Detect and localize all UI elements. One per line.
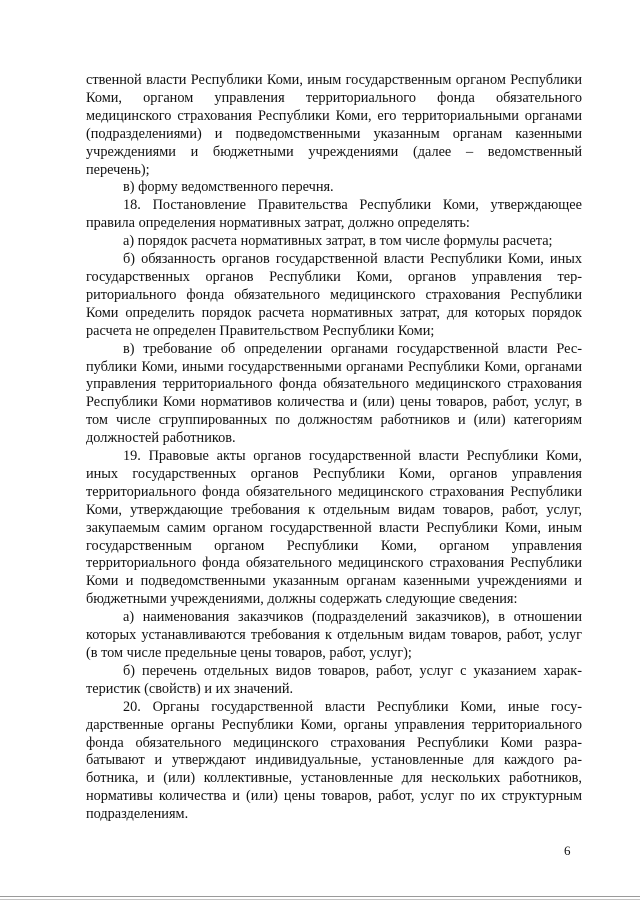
paragraph-20: 20. Органы государственной власти Республики Коми, иные государственные органы Республики Коми, органы управления территориального фонда обязательного медицинского страхования Республики Коми разрабатывают и утверждают индивидуальные, установленные для каждого работника, и (или) коллективные, установленные для нескольких работников, нормативы количества и (или) цены товаров, работ, услуг по их структурным подразделениям. [86,698,582,823]
paragraph-19-b: б) перечень отдельных видов товаров, работ, услуг с указанием характеристик (свойств) и их значений. [86,662,582,697]
paragraph-item-v-form: в) форму ведомственного перечня. [123,179,334,196]
document-body [86,72,582,824]
scan-edge-line [0,896,640,897]
page-number: 6 [564,843,571,858]
paragraph-18: 18. Постановление Правительства Республики Коми, утверждающее правила определения нормативных затрат, должно определять: [86,197,582,232]
paragraph-19: 19. Правовые акты органов государственной власти Республики Коми, иных государственных органов Республики Коми, органов управления территориального фонда обязательного медицинского страхования Республики Коми, утверждающие требования к отдельным видам товаров, работ, услуг, закупаемым самим органом государственной власти Республики Коми, иным государственным органом Республики Коми, органом управления территориального фонда обязательного медицинского страхования Республики Коми и подведомственными указанным органам казенными учреждениями и бюджетными учреждениями, должны содержать следующие сведения: [86,448,582,608]
paragraph-19-a: а) наименования заказчиков (подразделений заказчиков), в отношении которых устанавливаются требования к отдельным видам товаров, работ, услуг (в том числе предельные цены товаров, работ, услуг); [86,609,582,661]
paragraph-18-v: в) требование об определении органами государственной власти Республики Коми, иными государственными органами Республики Коми, органами управления территориального фонда обязательного медицинского страхования Республики Коми нормативов количества и (или) цены товаров, работ, услуг, в том числе сгруппированных по должностям работников и (или) категориям должностей работников. [86,340,582,447]
paragraph-18-a: а) порядок расчета нормативных затрат, в том числе формулы расчета; [123,233,553,250]
scan-edge-line-secondary [0,899,640,900]
paragraph-continuation: ственной власти Республики Коми, иным государственным органом Республики Коми, органом управления территориального фонда обязательного медицинского страхования Республики Коми, его территориальными органами (подразделениями) и подведомственными указанным органам казенными учреждениями и бюджетными учреждениями (далее – ведомственный перечень); [86,72,582,178]
paragraph-18-b: б) обязанность органов государственной власти Республики Коми, иных государственных органов Республики Коми, органов управления территориального фонда обязательного медицинского страхования Республики Коми определить порядок расчета нормативных затрат, для которых порядок расчета не определен Правительством Республики Коми; [86,251,582,339]
